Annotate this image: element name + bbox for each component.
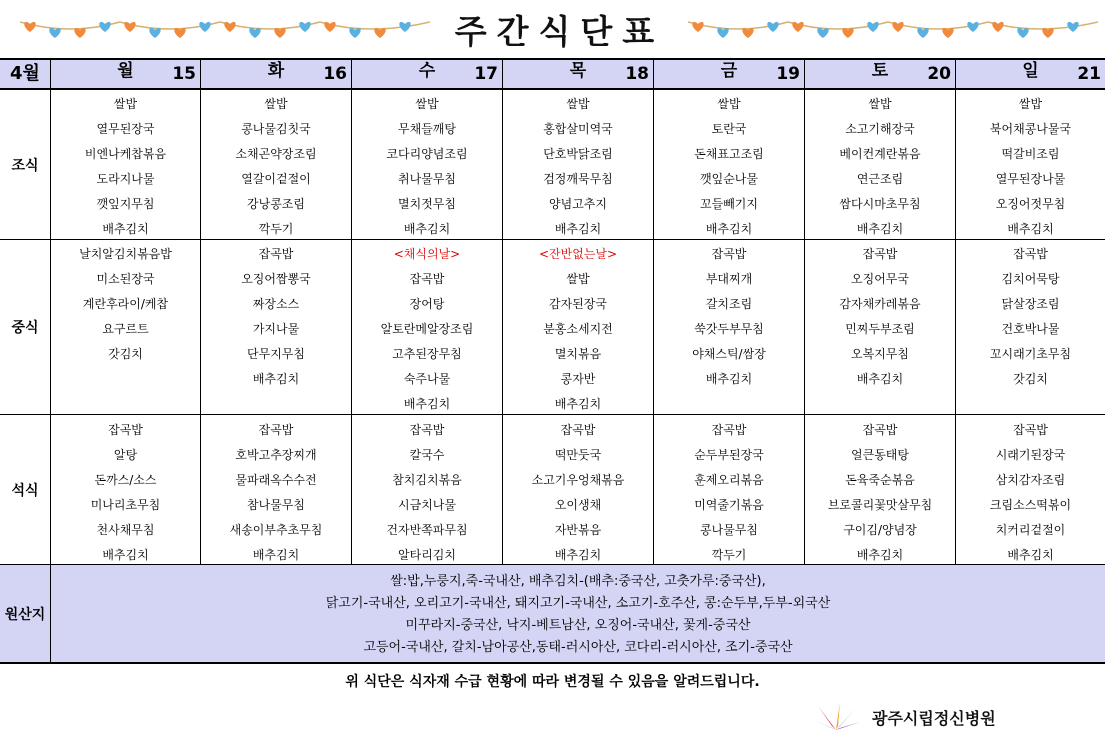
heart-icon — [49, 28, 60, 38]
menu-day-column — [502, 90, 653, 239]
origin-section — [0, 565, 1105, 664]
menu-item: 배추김치 — [856, 548, 904, 562]
menu-item: 돈채표고조림 — [694, 147, 764, 161]
menu-item: 시금치나물 — [398, 498, 456, 512]
menu-item: 야채스틱/쌈장 — [692, 347, 766, 361]
meal-label: 중식 — [11, 320, 39, 336]
day-header-cell — [502, 60, 653, 88]
day-date: 15 — [172, 64, 196, 84]
menu-item: 알토란메알장조림 — [380, 322, 474, 336]
menu-day-column — [955, 240, 1105, 414]
menu-item: 날치알김치볶음밥 — [79, 247, 172, 261]
menu-day-column — [804, 90, 955, 239]
menu-item: 오징어짬뽕국 — [241, 272, 311, 286]
menu-item: 열갈이겉절이 — [241, 172, 311, 186]
menu-item: 쑥갓두부무침 — [694, 322, 764, 336]
menu-item: 미나리초무침 — [90, 498, 161, 512]
menu-item: 삼치감자조림 — [995, 473, 1066, 487]
heart-icon — [992, 22, 1003, 32]
heart-garland-right-icon — [688, 14, 1098, 40]
menu-item: 배추김치 — [252, 372, 300, 386]
menu-item: 잡곡밥 — [1013, 423, 1048, 437]
day-header-cell — [50, 60, 200, 88]
menu-item: 호박고추장찌개 — [235, 448, 317, 462]
origin-line: 미꾸라지-중국산, 낙지-베트남산, 오징어-국내산, 꽃게-중국산 — [405, 618, 751, 633]
day-name: 월 — [117, 61, 134, 81]
menu-item: 배추김치 — [554, 222, 602, 236]
menu-item: 요구르트 — [102, 322, 149, 336]
menu-item: 배추김치 — [1007, 222, 1054, 236]
menu-item: 소고기우엉채볶음 — [531, 473, 625, 487]
day-header-cell — [653, 60, 804, 88]
day-name: 금 — [720, 61, 738, 81]
menu-item: 건자반쪽파무침 — [386, 523, 468, 537]
menu-item: 깻잎순나물 — [700, 172, 758, 186]
menu-item: 꼬들빼기지 — [700, 197, 758, 211]
menu-day-column — [653, 90, 804, 239]
menu-item: 민찌두부조림 — [845, 322, 915, 336]
menu-item: 잡곡밥 — [711, 247, 747, 261]
menu-item: 북어채콩나물국 — [989, 122, 1072, 136]
menu-item: 오이생채 — [554, 498, 602, 512]
menu-item: 오복지무침 — [851, 347, 909, 361]
day-header-cell — [200, 60, 351, 88]
meal-section — [0, 90, 1105, 240]
menu-day-column — [955, 415, 1105, 564]
menu-item: 계란후라이/케찹 — [82, 297, 169, 311]
menu-item: 쌀밥 — [868, 97, 892, 111]
heart-icon — [967, 22, 978, 32]
menu-day-column — [50, 415, 200, 564]
menu-item: 미역줄기볶음 — [694, 498, 764, 512]
menu-day-column — [351, 415, 502, 564]
menu-item: 취나물무침 — [398, 172, 456, 186]
menu-item — [51, 367, 200, 392]
menu-item: 크림소스떡볶이 — [989, 498, 1072, 512]
menu-item: 천사채무침 — [96, 523, 155, 537]
heart-icon — [399, 22, 410, 32]
menu-item: 배추김치 — [554, 548, 602, 562]
menu-day-column — [200, 240, 351, 414]
menu-day-column — [653, 240, 804, 414]
day-date: 16 — [323, 64, 347, 84]
menu-item: 새송이부추초무침 — [229, 523, 323, 537]
menu-item: <채식의날> — [393, 247, 461, 261]
heart-icon — [324, 22, 335, 32]
menu-day-column — [502, 240, 653, 414]
menu-item: 부대찌개 — [705, 272, 753, 286]
origin-line: 닭고기-국내산, 오리고기-국내산, 돼지고기-국내산, 소고기-호주산, 콩:순두부,두부-외국산 — [325, 596, 831, 611]
menu-item: 잡곡밥 — [862, 247, 898, 261]
heart-icon — [792, 22, 803, 32]
menu-item: 숙주나물 — [403, 372, 451, 386]
heart-icon — [717, 28, 728, 38]
origin-label: 원산지 — [4, 606, 46, 623]
origin-line: 고등어-국내산, 갈치-남아공산,동태-러시아산, 코다리-러시아산, 조기-중국산 — [363, 640, 793, 655]
heart-icon — [124, 22, 135, 32]
menu-item: 배추김치 — [705, 222, 753, 236]
meal-label: 조식 — [11, 157, 39, 174]
menu-item: 배추김치 — [856, 222, 904, 236]
heart-icon — [149, 28, 160, 38]
menu-item: 떡만둣국 — [554, 448, 602, 462]
heart-icon — [867, 22, 878, 32]
menu-item: 훈제오리볶음 — [694, 473, 764, 487]
menu-item: 배추김치 — [102, 548, 149, 562]
title-row — [0, 0, 1105, 58]
day-date: 21 — [1077, 64, 1101, 84]
menu-item: 강낭콩조림 — [247, 197, 305, 211]
menu-item: 무채들깨탕 — [398, 122, 456, 136]
menu-item: 잡곡밥 — [108, 423, 143, 437]
origin-line: 쌀:밥,누룽지,죽-국내산, 배추김치-(배추:중국산, 고춧가루:중국산), — [390, 574, 766, 589]
menu-item: 깍두기 — [258, 222, 294, 236]
day-name: 일 — [1022, 61, 1039, 81]
menu-item: 감자된장국 — [549, 297, 607, 311]
menu-item: 칼국수 — [409, 448, 445, 462]
menu-item: 단무지무침 — [247, 347, 305, 361]
page-title: 주간식단표 — [454, 12, 665, 51]
menu-item: 분홍소세지전 — [543, 322, 613, 336]
day-header-row — [0, 58, 1105, 90]
menu-item: 쌀밥 — [717, 97, 741, 111]
menu-item: 구이김/양념장 — [843, 523, 917, 537]
menu-item: 양념고추지 — [549, 197, 607, 211]
hospital-name: 광주시립정신병원 — [872, 709, 996, 728]
menu-item: 배추김치 — [403, 222, 451, 236]
day-date: 20 — [927, 64, 951, 84]
menu-item: 참치김치볶음 — [392, 473, 462, 487]
menu-item: 배추김치 — [252, 548, 300, 562]
menu-item: 순두부된장국 — [694, 448, 764, 462]
menu-item: 김치어묵탕 — [1001, 272, 1060, 286]
origin-body — [50, 565, 1105, 662]
menu-item: 열무된장나물 — [995, 172, 1066, 186]
heart-icon — [892, 22, 903, 32]
menu-item: 배추김치 — [403, 397, 451, 411]
menu-day-column — [351, 90, 502, 239]
menu-item: 콩나물김칫국 — [241, 122, 311, 136]
menu-item: 참나물무침 — [247, 498, 305, 512]
menu-item: 열무된장국 — [96, 122, 155, 136]
menu-day-column — [653, 415, 804, 564]
menu-item: 감자채카레볶음 — [839, 297, 921, 311]
menu-item: 잡곡밥 — [409, 272, 445, 286]
menu-item: 홍합살미역국 — [543, 122, 613, 136]
menu-item: 고추된장무침 — [392, 347, 462, 361]
heart-icon — [767, 22, 778, 32]
day-name: 화 — [267, 61, 285, 81]
menu-item: 자반볶음 — [554, 523, 602, 537]
menu-item: 잡곡밥 — [258, 423, 294, 437]
day-name: 목 — [569, 61, 587, 81]
menu-item: 오징어젓무침 — [995, 197, 1066, 211]
heart-icon — [224, 22, 235, 32]
menu-item: 배추김치 — [1007, 548, 1054, 562]
menu-item: 알타리김치 — [398, 548, 456, 562]
menu-item: 멸치볶음 — [554, 347, 602, 361]
menu-item: 오징어무국 — [851, 272, 909, 286]
menu-item: 시래기된장국 — [995, 448, 1066, 462]
menu-item: 쌀밥 — [415, 97, 439, 111]
menu-item: 연근조림 — [856, 172, 904, 186]
menu-item: 쌀밥 — [113, 97, 138, 111]
menu-item: 치커리겉절이 — [995, 523, 1066, 537]
menu-item: 가지나물 — [252, 322, 300, 336]
menu-item: 갈치조림 — [705, 297, 753, 311]
menu-item: 잡곡밥 — [560, 423, 596, 437]
menu-item: 닭살장조림 — [1001, 297, 1060, 311]
menu-item: 갓김치 — [1013, 372, 1048, 386]
heart-icon — [249, 28, 260, 38]
heart-icon — [299, 22, 310, 32]
heart-icon — [917, 28, 928, 38]
heart-icon — [349, 28, 360, 38]
menu-day-column — [200, 90, 351, 239]
menu-item: 배추김치 — [705, 372, 753, 386]
menu-item: 콩자반 — [560, 372, 596, 386]
menu-day-column — [351, 240, 502, 414]
menu-item: 검정깨묵무침 — [543, 172, 613, 186]
heart-icon — [817, 28, 828, 38]
menu-item: 단호박닭조림 — [543, 147, 613, 161]
menu-item: 쌀밥 — [566, 272, 590, 286]
menu-item: 갓김치 — [108, 347, 143, 361]
menu-item: 코다리양념조림 — [386, 147, 468, 161]
menu-item: 배추김치 — [554, 397, 602, 411]
change-notice: 위 식단은 식자재 수급 현황에 따라 변경될 수 있음을 알려드립니다. — [345, 674, 760, 690]
heart-garland-left-icon — [20, 14, 430, 40]
menu-item: 깻잎지무침 — [96, 197, 155, 211]
menu-day-column — [955, 90, 1105, 239]
menu-item: 돈까스/소스 — [94, 473, 157, 487]
menu-item: 짜장소스 — [252, 297, 300, 311]
day-date: 18 — [625, 64, 649, 84]
menu-item: 토란국 — [711, 122, 747, 136]
meal-label: 석식 — [11, 482, 39, 499]
day-header-cell — [955, 60, 1105, 88]
menu-item: <잔반없는날> — [538, 247, 618, 261]
day-name: 수 — [418, 61, 436, 81]
menu-item: 소채곤약장조림 — [235, 147, 317, 161]
day-header-cell — [804, 60, 955, 88]
menu-day-column — [200, 415, 351, 564]
day-date: 17 — [474, 64, 498, 84]
menu-item: 잡곡밥 — [711, 423, 747, 437]
heart-icon — [24, 22, 35, 32]
menu-item: 잡곡밥 — [1013, 247, 1048, 261]
meal-section — [0, 415, 1105, 565]
menu-item: 쌀밥 — [1018, 97, 1043, 111]
menu-item: 미소된장국 — [96, 272, 155, 286]
menu-item: 떡갈비조림 — [1001, 147, 1060, 161]
month-label: 4월 — [10, 63, 40, 84]
menu-item: 베이컨계란볶음 — [839, 147, 921, 161]
menu-item: 콩나물무침 — [700, 523, 758, 537]
menu-day-column — [804, 240, 955, 414]
menu-item: 얼큰동태탕 — [851, 448, 909, 462]
hospital-footer — [810, 700, 1100, 733]
menu-item: 장어탕 — [409, 297, 445, 311]
menu-item: 잡곡밥 — [862, 423, 898, 437]
menu-day-column — [502, 415, 653, 564]
menu-item: 배추김치 — [856, 372, 904, 386]
menu-item: 소고기해장국 — [845, 122, 915, 136]
menu-day-column — [50, 240, 200, 414]
menu-item: 돈육죽순볶음 — [845, 473, 915, 487]
menu-item: 꼬시래기초무침 — [989, 347, 1072, 361]
heart-icon — [1017, 28, 1028, 38]
menu-day-column — [804, 415, 955, 564]
meal-section — [0, 240, 1105, 415]
menu-item: 건호박나물 — [1001, 322, 1060, 336]
day-name: 토 — [871, 61, 889, 81]
menu-item: 비엔나케찹볶음 — [84, 147, 167, 161]
heart-icon — [199, 22, 210, 32]
menu-item: 쌀밥 — [566, 97, 590, 111]
menu-item: 알탕 — [113, 448, 138, 462]
hospital-logo-icon — [810, 700, 862, 733]
day-date: 19 — [776, 64, 800, 84]
menu-item: 잡곡밥 — [258, 247, 294, 261]
menu-item: 깍두기 — [711, 548, 747, 562]
day-header-cell — [351, 60, 502, 88]
heart-icon — [1067, 22, 1078, 32]
menu-item: 잡곡밥 — [409, 423, 445, 437]
menu-item: 도라지나물 — [96, 172, 155, 186]
menu-item: 배추김치 — [102, 222, 149, 236]
menu-item: 브로콜리꽃맛살무침 — [827, 498, 933, 512]
heart-icon — [99, 22, 110, 32]
menu-item: 물파래옥수수전 — [235, 473, 317, 487]
heart-icon — [692, 22, 703, 32]
menu-item: 멸치젓무침 — [398, 197, 456, 211]
menu-item: 쌀밥 — [264, 97, 288, 111]
menu-day-column — [50, 90, 200, 239]
menu-item: 쌈다시마초무침 — [839, 197, 921, 211]
